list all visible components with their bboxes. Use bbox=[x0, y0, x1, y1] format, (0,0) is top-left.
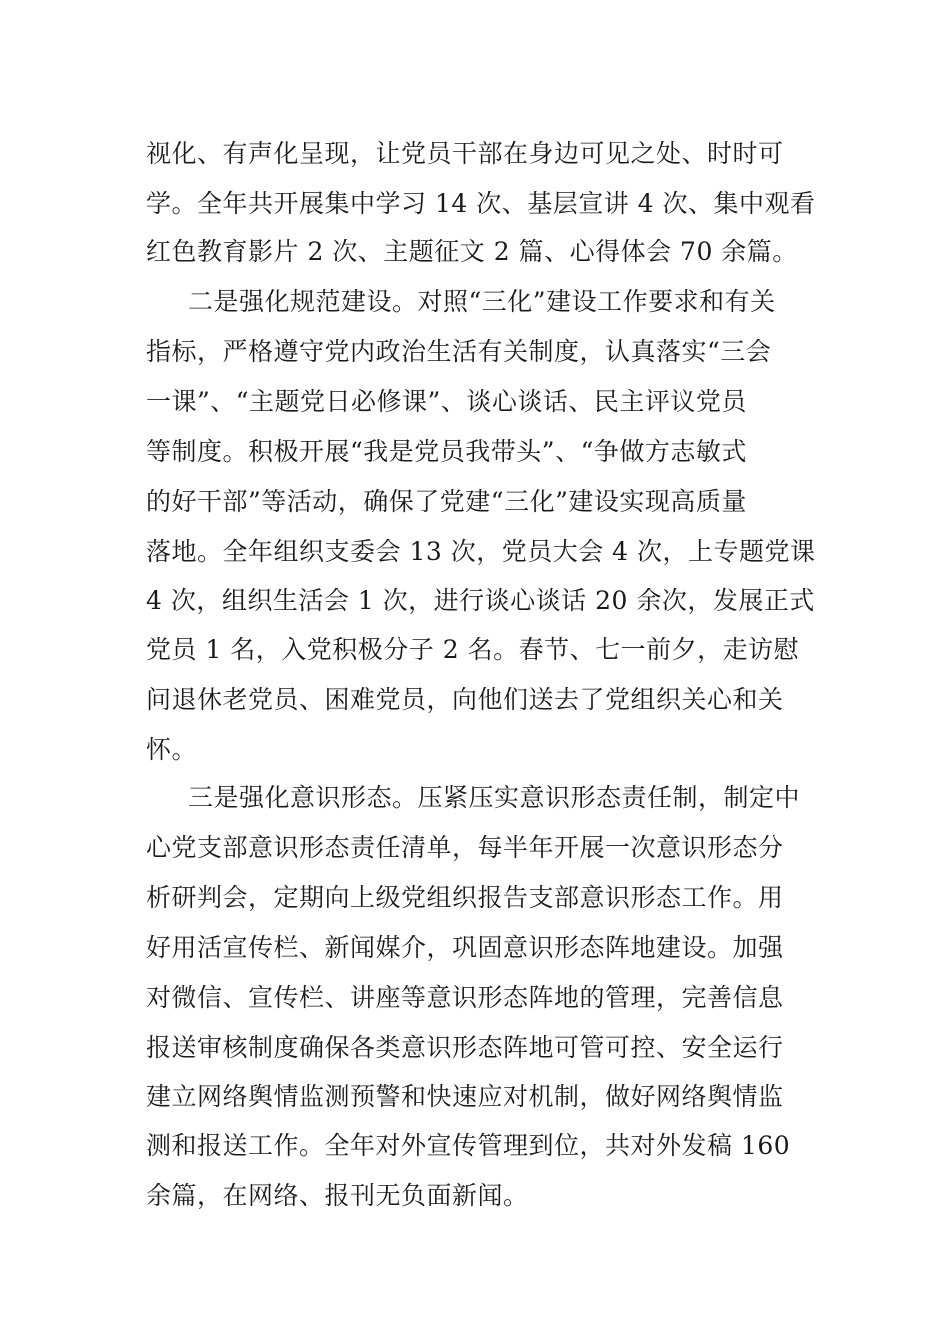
text-line: 红色教育影片 2 次、主题征文 2 篇、心得体会 70 余篇。 bbox=[146, 237, 798, 266]
text-line: 好用活宣传栏、新闻媒介，巩固意识形态阵地建设。加强 bbox=[146, 933, 784, 962]
text-line: 问退休老党员、困难党员，向他们送去了党组织关心和关 bbox=[146, 685, 784, 714]
text-line: 析研判会，定期向上级党组织报告支部意识形态工作。用 bbox=[146, 883, 784, 912]
text-line: 一课”、“主题党日必修课”、谈心谈话、民主评议党员 bbox=[146, 387, 747, 416]
text-line: 视化、有声化呈现，让党员干部在身边可见之处、时时可 bbox=[146, 139, 784, 168]
text-line: 建立网络舆情监测预警和快速应对机制，做好网络舆情监 bbox=[146, 1082, 784, 1111]
text-line: 学。全年共开展集中学习 14 次、基层宣讲 4 次、集中观看 bbox=[146, 189, 816, 218]
text-line: 党员 1 名，入党积极分子 2 名。春节、七一前夕，走访慰 bbox=[146, 635, 800, 664]
text-line-first: 三是强化意识形态。压紧压实意识形态责任制，制定中 bbox=[188, 783, 801, 812]
text-line: 4 次，组织生活会 1 次，进行谈心谈话 20 余次，发展正式 bbox=[146, 586, 815, 615]
text-line: 报送审核制度确保各类意识形态阵地可管可控、安全运行 bbox=[146, 1033, 784, 1062]
text-line: 等制度。积极开展“我是党员我带头”、“争做方志敏式 bbox=[146, 437, 747, 466]
text-line: 余篇，在网络、报刊无负面新闻。 bbox=[146, 1181, 529, 1210]
text-line: 对微信、宣传栏、讲座等意识形态阵地的管理，完善信息 bbox=[146, 983, 784, 1012]
text-line: 的好干部”等活动，确保了党建“三化”建设实现高质量 bbox=[146, 487, 747, 516]
text-line: 怀。 bbox=[146, 735, 198, 764]
text-line: 测和报送工作。全年对外宣传管理到位，共对外发稿 160 bbox=[146, 1131, 791, 1160]
text-line: 落地。全年组织支委会 13 次，党员大会 4 次，上专题党课 bbox=[146, 537, 816, 566]
text-line-first: 二是强化规范建设。对照“三化”建设工作要求和有关 bbox=[188, 287, 776, 316]
text-line: 指标，严格遵守党内政治生活有关制度，认真落实“三会 bbox=[146, 337, 772, 366]
text-line: 心党支部意识形态责任清单，每半年开展一次意识形态分 bbox=[146, 833, 784, 862]
